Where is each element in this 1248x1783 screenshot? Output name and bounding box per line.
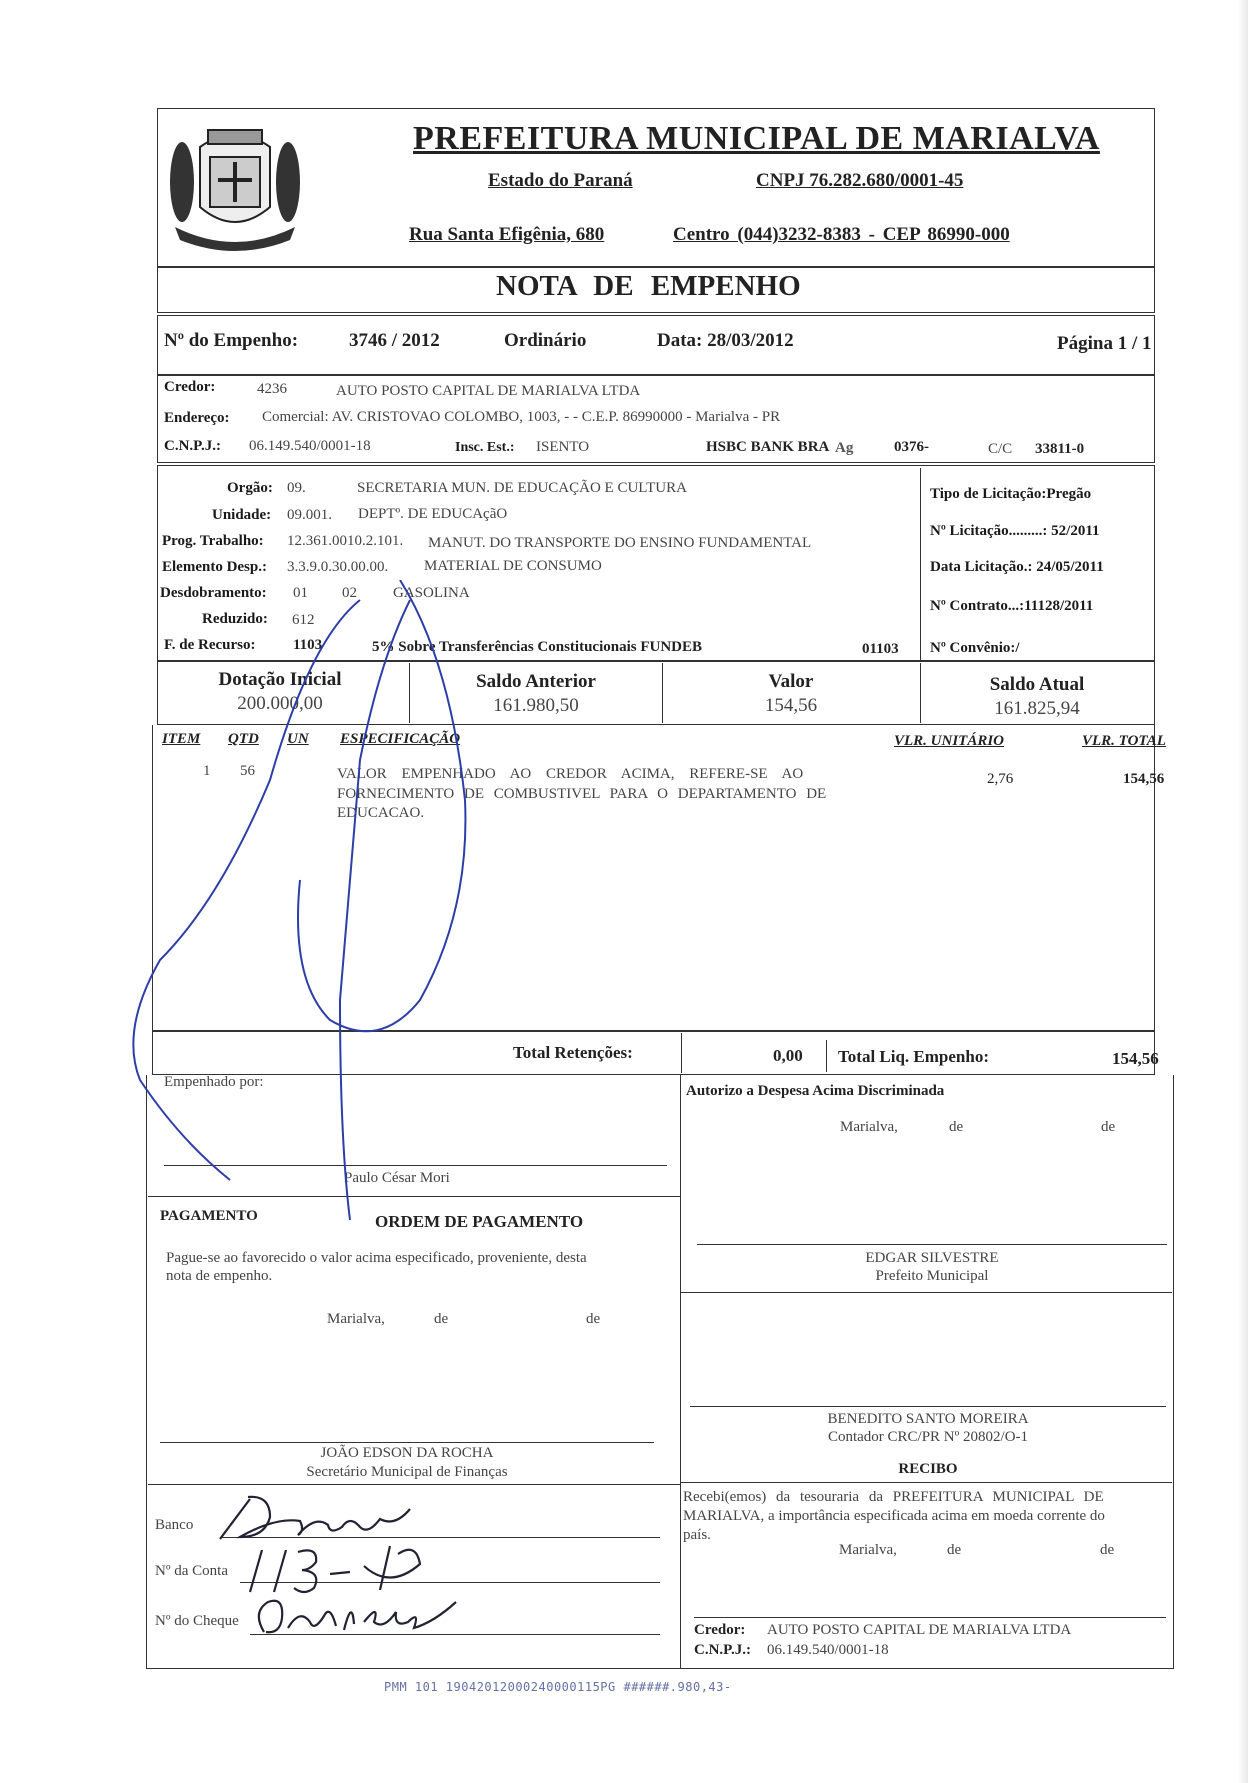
recibo-cnpj-label: C.N.P.J.: (694, 1642, 751, 1658)
empenho-number-label: Nº do Empenho: (164, 330, 299, 351)
cnpj-field-label: C.N.P.J.: (164, 438, 221, 454)
unidade-name: DEPTº. DE EDUCAçãO (358, 506, 508, 522)
orgao-label: Orgão: (227, 480, 273, 496)
prog-code: 12.361.0010.2.101. (287, 533, 404, 549)
address-field-label: Endereço: (164, 410, 230, 426)
cnpj-field-value: 06.149.540/0001-18 (249, 438, 371, 454)
city-hall-title: PREFEITURA MUNICIPAL DE MARIALVA (413, 120, 1100, 157)
page-number: Página 1 / 1 (1057, 333, 1152, 354)
totals-divider-1 (681, 1033, 682, 1073)
column-especificacao: ESPECIFICAÇÃO (340, 731, 461, 747)
balances-divider-2 (662, 663, 663, 723)
ie-value: ISENTO (536, 439, 590, 455)
elemento-label: Elemento Desp.: (162, 559, 267, 575)
secretario-role: Secretário Municipal de Finanças (306, 1464, 508, 1480)
valor-label: Valor (768, 671, 814, 692)
ie-label: Insc. Est.: (455, 440, 515, 455)
recibo-text-line-2: MARIALVA, a importância especificada acima em moeda corrente do (683, 1508, 1105, 1524)
agency-value: 0376- (894, 439, 929, 455)
balances-divider-3 (920, 663, 921, 723)
dotacao-label: Dotação Inicial (218, 669, 342, 690)
total-retencoes-label: Total Retenções: (513, 1043, 633, 1062)
empenho-box (157, 315, 1155, 375)
recibo-de-1: de (947, 1542, 962, 1558)
pen-signature-strokes (120, 580, 500, 1240)
saldo-anterior-value: 161.980,50 (493, 695, 579, 716)
ordem-pagamento-title: ORDEM DE PAGAMENTO (375, 1212, 584, 1231)
empenho-type: Ordinário (504, 330, 587, 351)
prog-name: MANUT. DO TRANSPORTE DO ENSINO FUNDAMENTAL (428, 535, 812, 551)
licitacao-data: Data Licitação.: 24/05/2011 (930, 559, 1104, 575)
column-vlr-unitario: VLR. UNITÁRIO (894, 733, 1005, 749)
scan-edge (1238, 0, 1248, 1783)
secretario-name: JOÃO EDSON DA ROCHA (320, 1445, 494, 1461)
reduzido-label: Reduzido: (202, 611, 268, 627)
valor-value: 154,56 (764, 695, 818, 716)
recibo-cnpj-value: 06.149.540/0001-18 (767, 1642, 889, 1658)
budget-divider (920, 468, 921, 660)
empenhado-label: Empenhado por: (164, 1074, 264, 1090)
empenho-number: 3746 / 2012 (349, 330, 440, 351)
handwritten-bank-name (210, 1487, 420, 1547)
licitacao-numero: Nº Licitação.........: 52/2011 (930, 523, 1100, 539)
orgao-code: 09. (287, 480, 306, 496)
licitacao-tipo: Tipo de Licitação:Pregão (930, 486, 1092, 502)
prog-label: Prog. Trabalho: (162, 533, 264, 549)
pagamento-text-line-1: Pague-se ao favorecido o valor acima especificado, proveniente, desta (166, 1250, 587, 1266)
prefeito-role: Prefeito Municipal (875, 1268, 989, 1284)
unidade-label: Unidade: (212, 507, 272, 523)
dotacao-value: 200.000,00 (237, 693, 323, 714)
contrato-numero: Nº Contrato...:11128/2011 (930, 598, 1094, 614)
recurso-code: 01103 (862, 641, 899, 657)
recibo-title: RECIBO (898, 1461, 958, 1477)
state-label: Estado do Paraná (488, 170, 633, 191)
saldo-atual-value: 161.825,94 (994, 698, 1080, 719)
desdobramento-label: Desdobramento: (160, 585, 267, 601)
contador-name: BENEDITO SANTO MOREIRA (827, 1411, 1029, 1427)
address-field-value: Comercial: AV. CRISTOVAO COLOMBO, 1003, - - C.E.P. 86990000 - Marialva - PR (262, 409, 781, 425)
saldo-anterior-label: Saldo Anterior (476, 671, 596, 692)
recurso-label: F. de Recurso: (164, 637, 256, 653)
pagamento-tag: PAGAMENTO (160, 1208, 258, 1224)
elemento-code: 3.3.9.0.30.00.00. (287, 559, 389, 575)
cnpj-label: CNPJ 76.282.680/0001-45 (756, 170, 964, 191)
unidade-code: 09.001. (287, 507, 332, 523)
total-liquido-label: Total Liq. Empenho: (838, 1047, 989, 1066)
saldo-atual-label: Saldo Atual (989, 674, 1085, 695)
address-label: Rua Santa Efigênia, 680 (409, 224, 605, 245)
credor-label: Credor: (164, 379, 216, 395)
row-total-value: 154,56 (1123, 771, 1165, 787)
desdobramento-name: GASOLINA (393, 585, 470, 601)
credor-name: AUTO POSTO CAPITAL DE MARIALVA LTDA (336, 383, 641, 399)
banco-label: Banco (155, 1517, 194, 1533)
column-un: UN (287, 731, 309, 747)
column-vlr-total: VLR. TOTAL (1082, 733, 1166, 749)
pagamento-de-2: de (586, 1311, 601, 1327)
orgao-name: SECRETARIA MUN. DE EDUCAÇÃO E CULTURA (357, 480, 687, 496)
column-item: ITEM (162, 731, 201, 747)
autorizo-title: Autorizo a Despesa Acima Discriminada (686, 1083, 945, 1099)
contador-role: Contador CRC/PR Nº 20802/O-1 (827, 1429, 1029, 1445)
row-spec-line-2: FORNECIMENTO DE COMBUSTIVEL PARA O DEPARTAMENTO DE (337, 786, 827, 802)
total-retencoes-value: 0,00 (773, 1046, 803, 1065)
row-spec-line-1: VALOR EMPENHADO AO CREDOR ACIMA, REFERE-SE AO (337, 766, 804, 782)
pagamento-de-1: de (434, 1311, 449, 1327)
autorizo-signature-line (697, 1244, 1167, 1245)
convenio-numero: Nº Convênio:/ (930, 640, 1020, 656)
autorizo-bottom-line (680, 1292, 1172, 1293)
recibo-credor-label: Credor: (694, 1622, 746, 1638)
autorizo-de-2: de (1101, 1119, 1116, 1135)
prefeito-name: EDGAR SILVESTRE (865, 1250, 999, 1266)
recibo-text-line-1: Recebi(emos) da tesouraria da PREFEITURA MUNICIPAL DE (683, 1489, 1104, 1505)
coat-of-arms-emblem (160, 112, 310, 262)
handwritten-cheque (244, 1582, 464, 1642)
elemento-name: MATERIAL DE CONSUMO (424, 558, 602, 574)
row-item: 1 (203, 763, 211, 779)
recibo-text-line-3: país. (683, 1527, 711, 1543)
cheque-label: Nº do Cheque (155, 1613, 239, 1629)
credor-code: 4236 (257, 381, 287, 397)
row-spec-line-3: EDUCACAO. (337, 805, 425, 821)
autorizo-de-1: de (949, 1119, 964, 1135)
recibo-credor-value: AUTO POSTO CAPITAL DE MARIALVA LTDA (767, 1622, 1072, 1638)
recurso-value: 1103 (293, 637, 323, 653)
recibo-signature-line (694, 1617, 1166, 1618)
contador-signature-line (690, 1406, 1166, 1407)
lower-divider (680, 1075, 681, 1668)
row-unit-value: 2,76 (987, 771, 1014, 787)
recibo-place: Marialva, (839, 1542, 897, 1558)
empenho-date: Data: 28/03/2012 (657, 330, 794, 351)
agency-label: Ag (835, 440, 854, 456)
desdobramento-code-b: 02 (342, 585, 357, 601)
empenhado-name: Paulo César Mori (344, 1170, 450, 1186)
footer-document-code: PMM 101 19042012000240000115PG ######.980,43- (384, 1680, 732, 1694)
column-qtd: QTD (228, 731, 259, 747)
pagamento-text-line-2: nota de empenho. (166, 1268, 273, 1284)
account-value: 33811-0 (1035, 441, 1085, 457)
document-title: NOTA DE EMPENHO (496, 270, 801, 302)
banco-top-line (148, 1484, 680, 1485)
pagamento-place: Marialva, (327, 1311, 385, 1327)
account-label: C/C (988, 441, 1013, 457)
recibo-de-2: de (1100, 1542, 1115, 1558)
conta-label: Nº da Conta (155, 1563, 228, 1579)
pagamento-signature-line (160, 1442, 654, 1443)
totals-divider-2 (826, 1040, 827, 1072)
recurso-name: 5% Sobre Transferências Constitucionais FUNDEB (372, 639, 703, 655)
total-liquido-value: 154,56 (1112, 1049, 1159, 1068)
district-phone-label: Centro (044)3232-8383 - CEP 86990-000 (673, 224, 1010, 245)
reduzido-value: 612 (292, 612, 315, 628)
bank-name: HSBC BANK BRA (706, 439, 830, 455)
row-qtd: 56 (240, 763, 255, 779)
autorizo-place: Marialva, (840, 1119, 898, 1135)
desdobramento-code-a: 01 (293, 585, 308, 601)
recibo-top-line (680, 1482, 1172, 1483)
